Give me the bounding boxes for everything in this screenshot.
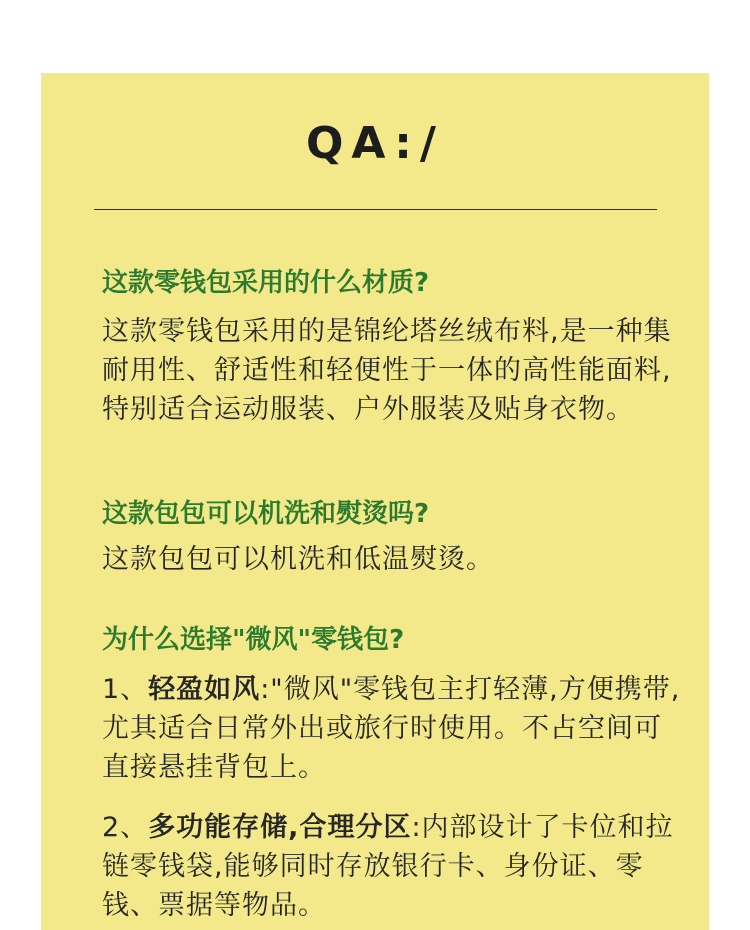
point-2-text: :内部设计了卡位和拉链零钱袋,能够同时存放银行卡、身份证、零钱、票据等物品。: [102, 812, 674, 921]
point-2-number: 2、: [102, 812, 149, 843]
point-1-heading: 轻盈如风: [148, 674, 261, 705]
question-why-choose: 为什么选择"微风"零钱包?: [102, 625, 405, 655]
answer-washing: 这款包包可以机洗和低温熨烫。: [102, 544, 494, 575]
answer-point-1: [102, 670, 682, 787]
answer-material: 这款零钱包采用的是锦纶塔丝绒布料,是一种集耐用性、舒适性和轻便性于一体的高性能面料,特别适合运动服装、户外服装及贴身衣物。: [102, 316, 672, 425]
point-2-heading: 多功能存储,合理分区: [148, 812, 412, 843]
question-material: 这款零钱包采用的什么材质?: [102, 268, 430, 298]
point-1-number: 1、: [102, 674, 149, 705]
question-washing: 这款包包可以机洗和熨烫吗?: [102, 499, 430, 529]
answer-point-2: [102, 808, 682, 925]
divider: [94, 209, 657, 210]
point-1-text: :"微风"零钱包主打轻薄,方便携带,尤其适合日常外出或旅行时使用。不占空间可直接悬挂背包上。: [102, 674, 681, 783]
page-title: QA:/: [306, 118, 444, 169]
